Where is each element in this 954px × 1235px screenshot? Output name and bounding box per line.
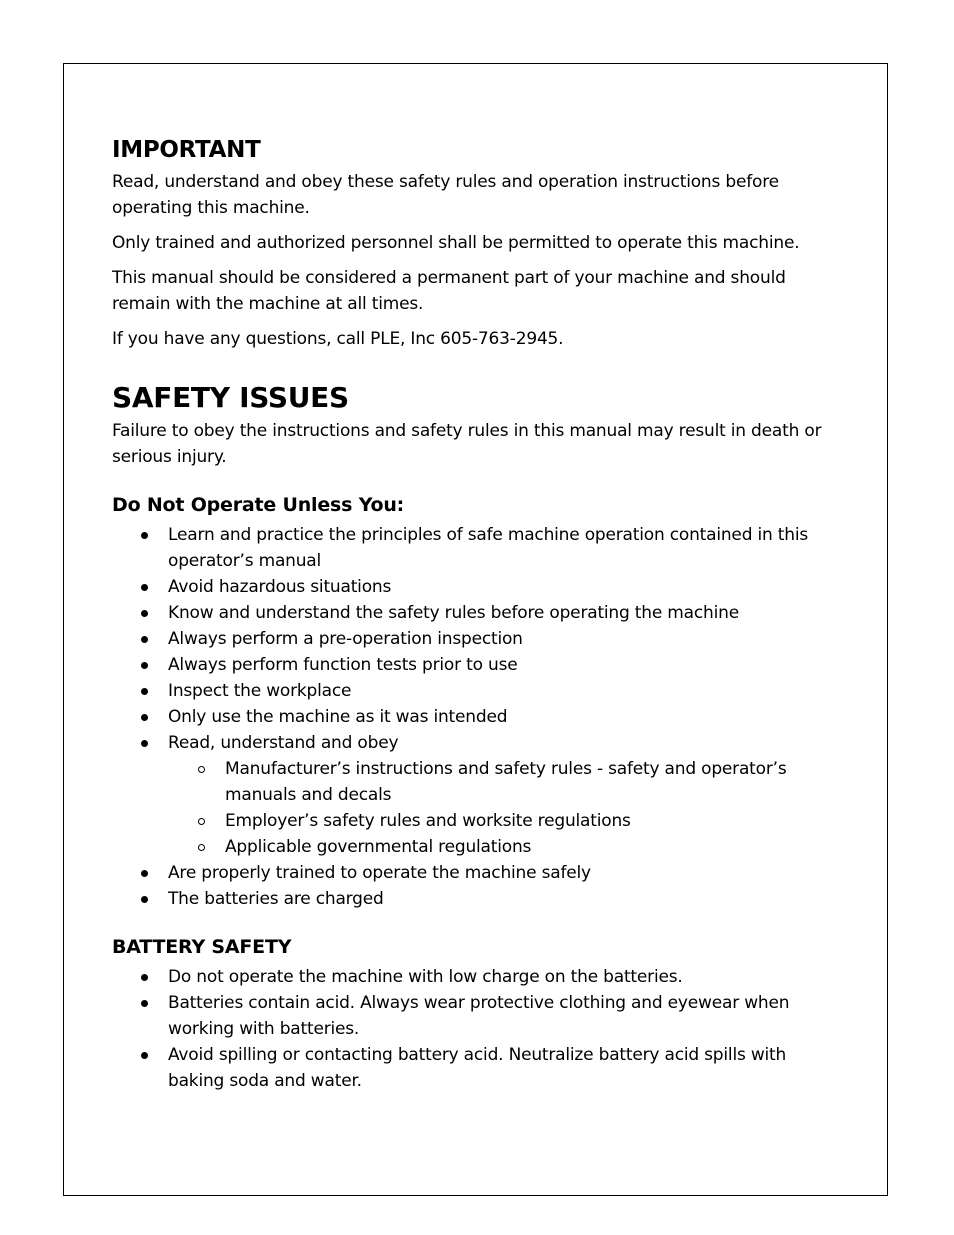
- bullet-icon: [141, 662, 148, 669]
- bullet-icon: [141, 584, 148, 591]
- sub-list: [168, 756, 847, 860]
- list-item-text: Are properly trained to operate the machine safely: [168, 863, 591, 883]
- circle-bullet-icon: [198, 818, 205, 825]
- sub-list-item: [168, 756, 847, 808]
- list-item: [112, 522, 847, 574]
- list-item: [112, 886, 847, 912]
- bullet-icon: [141, 1000, 148, 1007]
- list-item: [112, 574, 847, 600]
- battery-safety-section: [112, 934, 847, 1094]
- document-content: [112, 134, 847, 1094]
- list-item: [112, 600, 847, 626]
- bullet-icon: [141, 896, 148, 903]
- list-item-text: Learn and practice the principles of safe machine operation contained in this operator’s manual: [168, 525, 809, 571]
- list-item-text: Only use the machine as it was intended: [168, 707, 508, 727]
- important-paragraph: Read, understand and obey these safety rules and operation instructions before operating this machine.: [112, 172, 779, 218]
- list-item: [112, 1042, 847, 1094]
- list-item-text: Read, understand and obey: [168, 733, 399, 753]
- list-item-text: Always perform a pre-operation inspection: [168, 629, 523, 649]
- list-item: [112, 860, 847, 886]
- list-item: [112, 678, 847, 704]
- list-item: [112, 704, 847, 730]
- bullet-icon: [141, 636, 148, 643]
- sub-list-item: [168, 834, 847, 860]
- list-item-text: Know and understand the safety rules before operating the machine: [168, 603, 739, 623]
- do-not-operate-section: [112, 492, 847, 912]
- important-heading: IMPORTANT: [112, 137, 261, 163]
- list-item-text: Always perform function tests prior to use: [168, 655, 518, 675]
- list-item: [112, 964, 847, 990]
- important-paragraph: Only trained and authorized personnel shall be permitted to operate this machine.: [112, 233, 800, 253]
- safety-issues-intro: Failure to obey the instructions and safety rules in this manual may result in death or serious injury.: [112, 421, 822, 467]
- important-paragraph: This manual should be considered a permanent part of your machine and should remain with the machine at all times.: [112, 268, 786, 314]
- list-item: [112, 730, 847, 860]
- list-item-text: Avoid hazardous situations: [168, 577, 392, 597]
- circle-bullet-icon: [198, 844, 205, 851]
- important-section: [112, 134, 847, 352]
- battery-safety-heading: BATTERY SAFETY: [112, 936, 292, 958]
- bullet-icon: [141, 688, 148, 695]
- safety-issues-heading: SAFETY ISSUES: [112, 381, 349, 414]
- battery-safety-list: [112, 964, 847, 1094]
- bullet-icon: [141, 714, 148, 721]
- list-item-text: Inspect the workplace: [168, 681, 352, 701]
- list-item-text: The batteries are charged: [168, 889, 384, 909]
- do-not-operate-list: [112, 522, 847, 912]
- bullet-icon: [141, 740, 148, 747]
- important-paragraph: If you have any questions, call PLE, Inc 605-763-2945.: [112, 329, 564, 349]
- list-item-text: Avoid spilling or contacting battery acid. Neutralize battery acid spills with baking soda and water.: [168, 1045, 787, 1091]
- sub-list-item-text: Manufacturer’s instructions and safety rules - safety and operator’s manuals and decals: [225, 759, 787, 805]
- list-item: [112, 626, 847, 652]
- list-item: [112, 652, 847, 678]
- do-not-operate-heading: Do Not Operate Unless You:: [112, 494, 405, 516]
- sub-list-container: [112, 756, 847, 860]
- bullet-icon: [141, 532, 148, 539]
- list-item: [112, 990, 847, 1042]
- sub-list-item-text: Applicable governmental regulations: [225, 837, 532, 857]
- bullet-icon: [141, 870, 148, 877]
- safety-issues-section: [112, 380, 847, 470]
- bullet-icon: [141, 1052, 148, 1059]
- list-item-text: Batteries contain acid. Always wear protective clothing and eyewear when working with batteries.: [168, 993, 790, 1039]
- sub-list-item: [168, 808, 847, 834]
- sub-list-item-text: Employer’s safety rules and worksite regulations: [225, 811, 631, 831]
- bullet-icon: [141, 974, 148, 981]
- bullet-icon: [141, 610, 148, 617]
- circle-bullet-icon: [198, 766, 205, 773]
- list-item-text: Do not operate the machine with low charge on the batteries.: [168, 967, 683, 987]
